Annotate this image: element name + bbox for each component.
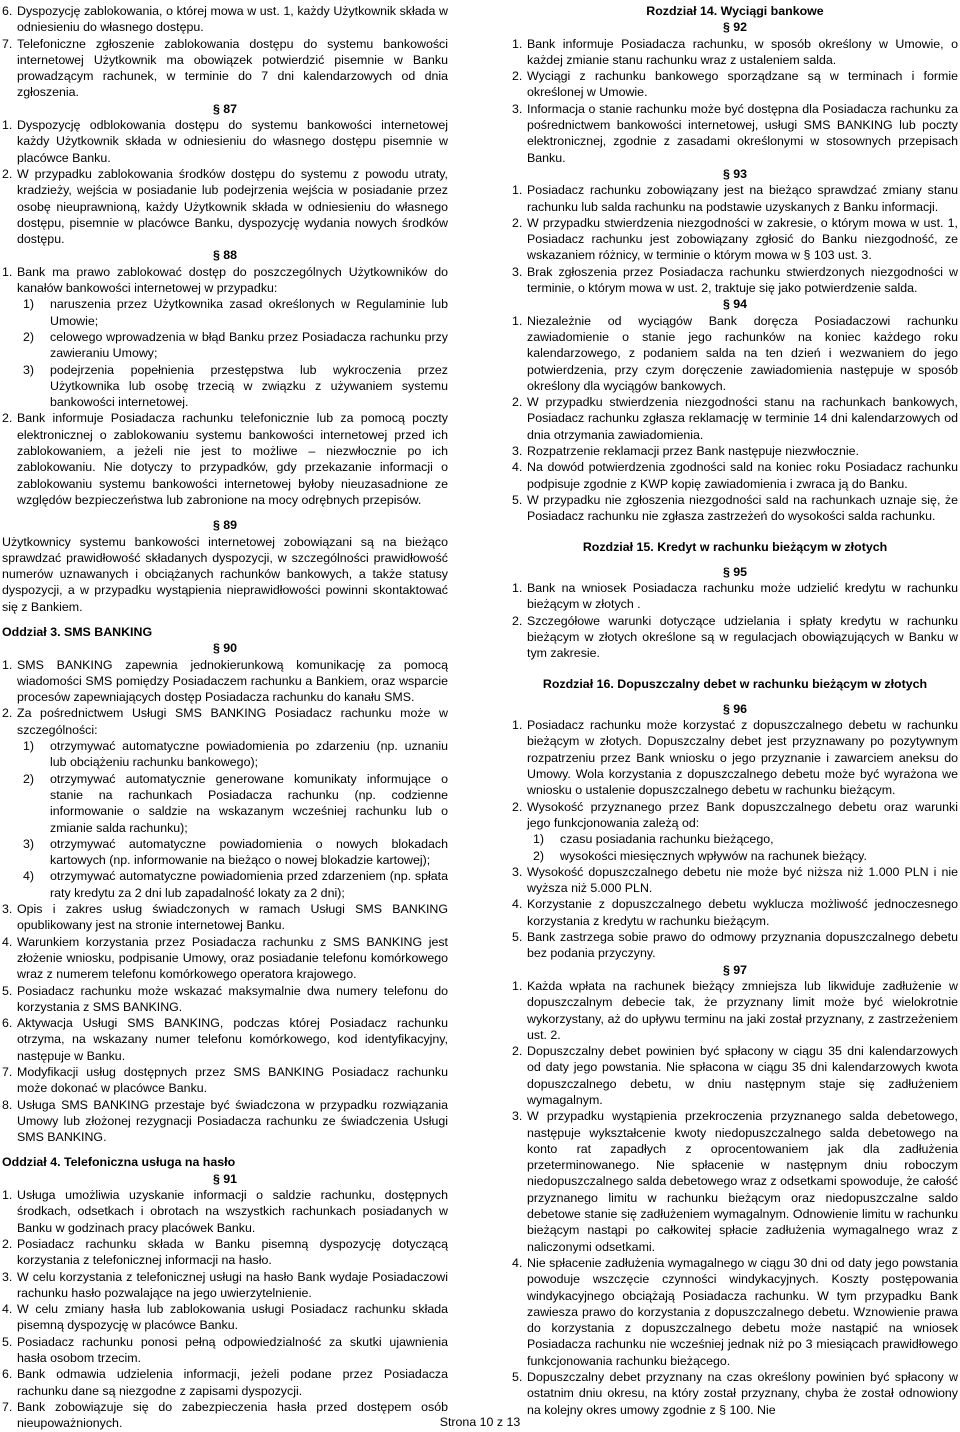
item-text: Bank zobowiązuje się do zabezpieczenia hasła przed dostępem osób nieupoważnionych.: [17, 1399, 448, 1431]
item-number: 2): [23, 771, 35, 786]
item-number: 2.: [512, 215, 523, 230]
list-item: [512, 1369, 958, 1418]
item-number: 1.: [512, 978, 523, 993]
item-text: Bank informuje Posiadacza rachunku telefonicznie lub za pomocą poczty elektronicznej o zablokowaniu systemu bankowości internetowej przed ich zablokowaniem, a jeżeli nie jest to możliwe – niezwłocznie po ich zablokowaniu. Nie dotyczy to przypadków, gdy przekazanie informacji o zablokowaniu systemu bankowości internetowej byłoby nieuzasadnione ze względów bezpieczeństwa lub zabronione na mocy odrębnych przepisów.: [17, 411, 448, 507]
spacer: [2, 508, 448, 517]
item-text: podejrzenia popełnienia przestępstwa lub wykroczenia przez Użytkownika lub osobę trzecią w związku z używaniem systemu bankowości internetowej.: [50, 362, 448, 410]
item-text: Każda wpłata na rachunek bieżący zmniejsza lub likwiduje zadłużenie w dopuszczalnym debecie tak, że przyznany limit może być wielokrotnie wykorzystany, aż do upływu terminu na jaki został przyznany, z zastrzeżeniem ust. 2.: [527, 978, 958, 1042]
item-number: 3.: [2, 1269, 13, 1284]
item-text: W przypadku zablokowania środków dostępu do systemu z powodu utraty, kradzieży, wejścia w posiadanie lub podejrzenia wejścia w posiadanie przez osobę nieuprawnioną, każdy Użytkownik składa w odniesieniu do własnego dostępu, pisemnie w placówce Banku, dyspozycję wydania nowych środków dostępu.: [17, 166, 448, 247]
section-number: § 90: [212, 641, 238, 656]
list-item: [2, 1187, 448, 1236]
section-number: § 97: [722, 962, 748, 977]
list-item: [2, 264, 448, 297]
list-item: [2, 1301, 448, 1334]
right-column: [512, 3, 958, 1418]
item-text: Dopuszczalny debet powinien być spłacony w ciągu 35 dni kalendarzowych od daty jego powstania. Nie spłacona w ciągu 35 dni kalendarzowych kwota dopuszczalnego debetu, w dniu następnym staje się zadłużeniem wymagalnym.: [527, 1044, 958, 1107]
item-text: Wyciągi z rachunku bankowego sporządzane są w terminach i formie określonej w Umowie.: [527, 69, 958, 100]
item-number: 5.: [2, 1334, 13, 1349]
item-text: otrzymywać automatyczne powiadomienia po zdarzeniu (np. uznaniu lub obciążeniu rachunku bankowego);: [50, 739, 448, 770]
item-text: Modyfikacji usług dostępnych przez SMS BANKING Posiadacz rachunku może dokonać w placówce Banku.: [17, 1065, 448, 1096]
list-item: [2, 1366, 448, 1399]
item-number: 2.: [512, 395, 523, 410]
sub-list-item: [2, 771, 448, 836]
item-number: 7.: [2, 36, 13, 51]
item-number: 2.: [2, 411, 13, 426]
item-text: Niezależnie od wyciągów Bank doręcza Posiadaczowi rachunku zawiadomienie o stanie jego rachunków na koniec każdego roku kalendarzowego, z podaniem salda na ten dzień i wezwaniem do jego potwierdzenia, przy czym doręczenie zawiadomienia następuje w sposób określony dla wyciągów bankowych.: [527, 313, 958, 393]
chapter-heading: Rozdział 15. Kredyt w rachunku bieżącym w złotych: [582, 539, 888, 554]
section-number: § 93: [722, 166, 748, 181]
list-item: [512, 717, 958, 798]
list-item: [512, 1043, 958, 1108]
spacer: [2, 1145, 448, 1154]
item-number: 1.: [512, 718, 523, 733]
item-text: Opis i zakres usług świadczonych w ramach Usługi SMS BANKING opublikowany jest na stronie internetowej Banku.: [17, 902, 448, 933]
section-number: § 92: [722, 20, 748, 35]
section-number: § 94: [722, 297, 748, 312]
list-item: [512, 443, 958, 459]
item-text: W przypadku stwierdzenia niezgodności stanu na rachunkach bankowych, Posiadacz rachunku zgłasza reklamację w terminie 14 dni kalendarzowych od dnia otrzymania zawiadomienia.: [527, 395, 958, 442]
list-item: [512, 182, 958, 215]
item-number: 5.: [512, 930, 523, 945]
list-item: [2, 1334, 448, 1367]
list-item: [512, 896, 958, 929]
item-number: 2): [533, 848, 545, 863]
sub-list-item: [2, 329, 448, 362]
item-text: Bank informuje Posiadacza rachunku, w sposób określony w Umowie, o każdej zmianie stanu rachunku wraz z ustaleniem salda.: [527, 36, 958, 67]
list-item: [512, 313, 958, 394]
item-text: Dyspozycję odblokowania dostępu do systemu bankowości internetowej każdy Użytkownik składa w odniesieniu do własnego dostępu pisemnie w placówce Banku.: [17, 118, 448, 165]
item-number: 2.: [2, 166, 13, 181]
item-number: 4.: [512, 1255, 523, 1270]
sub-list-item: [512, 848, 958, 864]
item-number: 4.: [2, 1302, 13, 1317]
item-number: 3.: [512, 101, 523, 116]
list-item: [2, 1269, 448, 1302]
sub-list-item: [2, 868, 448, 901]
chapter-heading: Rozdział 14. Wyciągi bankowe: [646, 4, 824, 18]
item-number: 1): [533, 832, 545, 847]
item-number: 2): [23, 329, 35, 344]
item-number: 4): [23, 869, 35, 884]
list-item: [512, 264, 958, 297]
list-item: [512, 215, 958, 264]
item-text: Posiadacz rachunku zobowiązany jest na bieżąco sprawdzać zmiany stanu rachunku lub salda rachunku na podstawie uzyskanych z Banku informacji.: [527, 183, 958, 214]
item-text: Informacja o stanie rachunku może być dostępna dla Posiadacza rachunku za pośrednictwem bankowości internetowej, usługi SMS BANKING lub poczty elektronicznej, zgodnie z zasadami określonymi w stosownych przepisach Banku.: [527, 101, 958, 165]
item-text: Bank zastrzega sobie prawo do odmowy przyznania dopuszczalnego debetu bez podania przyczyny.: [527, 930, 958, 961]
item-number: 3.: [512, 264, 523, 279]
item-text: Usługa SMS BANKING przestaje być świadczona w przypadku rozwiązania Umowy lub złożonej rezygnacji Posiadacza rachunku ze świadczenia Usługi SMS BANKING.: [17, 1097, 448, 1145]
item-text: Na dowód potwierdzenia zgodności sald na koniec roku Posiadacz rachunku podpisuje zgodnie z KWP kopię zawiadomienia i zwraca ją do Banku.: [527, 460, 958, 491]
item-number: 3.: [512, 1109, 523, 1124]
section-number: § 89: [212, 518, 238, 533]
list-item: [2, 1015, 448, 1064]
item-text: Dyspozycję zablokowania, o której mowa w ust. 1, każdy Użytkownik składa w odniesieniu do własnego dostępu.: [17, 4, 448, 35]
section-number: § 91: [212, 1171, 238, 1186]
item-number: 6.: [2, 1016, 13, 1031]
item-text: Warunkiem korzystania przez Posiadacza rachunku z SMS BANKING jest złożenie wniosku, podpisanie Umowy, oraz posiadanie telefonu komórkowego wraz z numerem telefonu komórkowego operatora krajowego.: [17, 934, 448, 982]
item-text: W przypadku nie zgłoszenia niezgodności sald na rachunkach uznaje się, że Posiadacz rachunku nie zgłasza zastrzeżeń do wysokości salda rachunku.: [527, 492, 958, 524]
spacer: [2, 615, 448, 624]
item-number: 7.: [2, 1399, 13, 1414]
item-number: 7.: [2, 1065, 13, 1079]
list-item: [2, 1236, 448, 1269]
paragraph: Użytkownicy systemu bankowości internetowej zobowiązani są na bieżąco sprawdzać prawidłowość składanych dyspozycji, w szczególności prawidłowość numerów uznawanych i obciążanych rachunków bankowych, a także statusy dyspozycji, a w przypadku wystąpienia nieprawidłowości powinni skontaktować się z Bankiem.: [2, 534, 448, 614]
item-text: Bank ma prawo zablokować dostęp do poszczególnych Użytkowników do kanałów bankowości internetowej w przypadku:: [17, 264, 448, 296]
item-text: SMS BANKING zapewnia jednokierunkową komunikację za pomocą wiadomości SMS pomiędzy Posiadaczem rachunku a Bankiem, oraz wsparcie procesów zapewniających dostęp Posiadacza rachunku do kanału SMS.: [17, 657, 448, 705]
item-text: otrzymywać automatycznie generowane komunikaty informujące o stanie na rachunkach Posiadacza rachunku (np. codzienne informowanie o saldzie na wskazanym wcześniej rachunku lub o zmianie salda rachunku);: [50, 771, 448, 835]
item-text: Wysokość przyznanego przez Bank dopuszczalnego debetu oraz warunki jego funkcjonowania zależą od:: [527, 799, 958, 830]
item-text: Brak zgłoszenia przez Posiadacza rachunku stwierdzonych niezgodności w terminie, o którym mowa w ust. 2, traktuje się jako potwierdzenie salda.: [527, 264, 958, 296]
item-text: wysokości miesięcznych wpływów na rachunek bieżący.: [560, 848, 867, 863]
list-item: [2, 657, 448, 706]
item-number: 1.: [2, 118, 13, 133]
item-number: 2.: [2, 706, 13, 721]
section-number: § 88: [212, 248, 238, 263]
spacer: [512, 555, 958, 564]
item-text: otrzymywać automatyczne powiadomienia przed zdarzeniem (np. spłata raty kredytu za 2 dni lub zapadalność lokaty za 2 dni);: [50, 869, 448, 900]
item-number: 3.: [2, 902, 13, 917]
sub-list-item: [512, 831, 958, 847]
list-item: [2, 36, 448, 101]
item-text: Posiadacz rachunku może korzystać z dopuszczalnego debetu w rachunku bieżącym w złotych. Dopuszczalny debet jest przyznawany po pozytywnym rozpatrzeniu przez Bank wniosku o jego przyznanie i zawarciem aneksu do Umowy. Wola korzystania z dopuszczalnego debetu może być wyrażona we wniosku o ustalenie dopuszczalnego debetu w rachunku bieżącym.: [527, 718, 958, 798]
item-number: 2.: [512, 799, 523, 814]
list-item: [512, 459, 958, 492]
item-text: Posiadacz rachunku ponosi pełną odpowiedzialność za skutki ujawnienia hasła osobom trzecim.: [17, 1334, 448, 1366]
sub-list-item: [2, 362, 448, 411]
list-item: [512, 68, 958, 101]
item-text: W przypadku stwierdzenia niezgodności w zakresie, o którym mowa w ust. 1, Posiadacz rachunku jest zobowiązany zgłosić do Banku niezgodność, ze wskazaniem różnicy, w terminie o którym mowa w § 103 ust. 3.: [527, 215, 958, 263]
item-number: 1.: [2, 657, 13, 672]
item-number: 1): [23, 739, 35, 754]
item-text: W przypadku wystąpienia przekroczenia przyznanego salda debetowego, następuje wykształcenie kwoty niedopuszczalnego salda debetowego na konto rat zapadłych z oprocentowaniem jak dla zadłużenia przeterminowanego. Nie spłacenie w następnym dniu roboczym niedopuszczalnego salda debetowego wraz z odsetkami spowoduje, że całość przyznanego limitu w rachunku bieżącym oraz niedopuszczalne saldo debetowe stanie się zadłużeniem wymagalnym. Odnowienie limitu w rachunku bieżącym nastąpi po całkowitej spłacie zadłużenia wymagalnego wraz z naliczonymi odsetkami.: [527, 1109, 958, 1254]
section-number: § 95: [722, 564, 748, 579]
list-item: [512, 580, 958, 613]
list-item: [512, 613, 958, 662]
spacer: [512, 662, 958, 676]
list-item: [2, 166, 448, 247]
item-number: 6.: [2, 4, 13, 18]
item-number: 5.: [2, 983, 13, 998]
item-text: celowego wprowadzenia w błąd Banku przez Posiadacza rachunku przy zawieraniu Umowy;: [50, 329, 448, 361]
item-text: Posiadacz rachunku może wskazać maksymalnie dwa numery telefonu do korzystania z SMS BANKING.: [17, 983, 448, 1014]
list-item: [2, 1064, 448, 1097]
item-number: 1.: [512, 183, 523, 198]
item-number: 4.: [2, 934, 13, 949]
list-item: [2, 1097, 448, 1146]
item-number: 1): [23, 297, 35, 312]
item-number: 2.: [512, 1044, 523, 1059]
item-text: Bank odmawia udzielenia informacji, jeżeli podane przez Posiadacza rachunku dane są niezgodne z zapisami dyspozycji.: [17, 1367, 448, 1398]
item-number: 4.: [512, 460, 523, 475]
item-number: 2.: [512, 69, 523, 84]
sub-list-item: [2, 836, 448, 869]
section-heading: Oddział 4. Telefoniczna usługa na hasło: [2, 1155, 236, 1170]
item-text: Dopuszczalny debet przyznany na czas określony powinien być spłacony w ostatnim dniu okresu, na który został przyznany, chyba że został odnowiony na kolejny okres umowy zgodnie z § 100. Nie: [527, 1370, 958, 1417]
spacer: [512, 525, 958, 539]
item-number: 5.: [512, 492, 523, 507]
item-number: 1.: [512, 36, 523, 51]
list-item: [2, 705, 448, 738]
item-number: 4.: [512, 897, 523, 912]
item-text: Rozpatrzenie reklamacji przez Bank następuje niezwłocznie.: [527, 444, 859, 459]
list-item: [2, 934, 448, 983]
list-item: [2, 901, 448, 934]
item-number: 5.: [512, 1370, 523, 1385]
item-text: Posiadacz rachunku składa w Banku pisemną dyspozycję dotyczącą korzystania z telefonicznej informacji na hasło.: [17, 1236, 448, 1268]
page-footer: Strona 10 z 13: [439, 1415, 521, 1429]
list-item: [2, 983, 448, 1016]
item-text: naruszenia przez Użytkownika zasad określonych w Regulaminie lub Umowie;: [50, 297, 448, 328]
item-number: 1.: [2, 1188, 13, 1203]
list-item: [512, 36, 958, 69]
list-item: [512, 492, 958, 525]
item-number: 3.: [512, 444, 523, 459]
list-item: [512, 1255, 958, 1369]
item-text: W celu korzystania z telefonicznej usługi na hasło Bank wydaje Posiadaczowi rachunku hasło pozwalające na jego uwierzytelnienie.: [17, 1269, 448, 1300]
sub-list-item: [2, 296, 448, 329]
item-text: Wysokość dopuszczalnego debetu nie może być niższa niż 1.000 PLN i nie wyższa niż 5.000 PLN.: [527, 864, 958, 896]
item-number: 2.: [512, 613, 523, 628]
list-item: [512, 394, 958, 443]
item-number: 3): [23, 836, 35, 851]
chapter-heading: Rozdział 16. Dopuszczalny debet w rachunku bieżącym w złotych: [542, 676, 928, 691]
list-item: [2, 117, 448, 166]
item-text: Korzystanie z dopuszczalnego debetu wyklucza możliwość jednoczesnego korzystania z kredytu w rachunku bieżącym.: [527, 897, 958, 928]
item-text: czasu posiadania rachunku bieżącego,: [560, 832, 774, 847]
item-text: Aktywacja Usługi SMS BANKING, podczas której Posiadacz rachunku otrzyma, na wskazany numer telefonu komórkowego, kod identyfikacyjny, następuje w Banku.: [17, 1016, 448, 1063]
list-item: [512, 864, 958, 897]
list-item: [512, 799, 958, 832]
section-number: § 87: [212, 101, 238, 116]
item-number: 3.: [512, 864, 523, 879]
item-number: 6.: [2, 1367, 13, 1382]
item-text: Telefoniczne zgłoszenie zablokowania dostępu do systemu bankowości internetowej Użytkownik ma obowiązek potwierdzić pisemnie w Banku prowadzącym rachunek, w terminie do 7 dni kalendarzowych od dnia zgłoszenia.: [17, 36, 448, 100]
item-text: Nie spłacenie zadłużenia wymagalnego w ciągu 30 dni od daty jego powstania powoduje wszczęcie czynności windykacyjnych. Koszty postępowania windykacyjnego obciążają Posiadacza rachunku. W tym przypadku Bank zawiesza prawo do korzystania z dopuszczalnego debetu. Wznowienie prawa do korzystania z dopuszczalnego debetu może nastąpić na wniosek Posiadacza rachunku nie wcześniej jednak niż po 3 miesiącach prawidłowego funkcjonowania rachunku bieżącego.: [527, 1255, 958, 1368]
item-text: Bank na wniosek Posiadacza rachunku może udzielić kredytu w rachunku bieżącym w złotych .: [527, 581, 958, 612]
list-item: [2, 410, 448, 508]
section-heading: Oddział 3. SMS BANKING: [2, 624, 153, 639]
list-item: [512, 1108, 958, 1255]
sub-list-item: [2, 738, 448, 771]
list-item: [512, 101, 958, 166]
item-text: W celu zmiany hasła lub zablokowania usługi Posiadacz rachunku składa pisemną dyspozycję w placówce Banku.: [17, 1302, 448, 1333]
item-text: Za pośrednictwem Usługi SMS BANKING Posiadacz rachunku może w szczególności:: [17, 706, 448, 737]
list-item: [512, 929, 958, 962]
item-text: otrzymywać automatyczne powiadomienia o nowych blokadach kartowych (np. informowanie na bieżąco o nowej blokadzie kartowej);: [50, 836, 448, 868]
spacer: [512, 692, 958, 701]
item-number: 1.: [512, 313, 523, 328]
list-item: [512, 978, 958, 1043]
list-item: [2, 3, 448, 36]
item-number: 1.: [512, 581, 523, 596]
item-text: Szczegółowe warunki dotyczące udzielania i spłaty kredytu w rachunku bieżącym w złotych określone są w regulacjach obowiązujących w Banku w tym zakresie.: [527, 613, 958, 661]
left-column: [2, 3, 448, 1432]
item-number: 2.: [2, 1236, 13, 1251]
item-number: 3): [23, 362, 35, 377]
item-number: 8.: [2, 1097, 13, 1112]
section-number: § 96: [722, 701, 748, 716]
item-text: Usługa umożliwia uzyskanie informacji o saldzie rachunku, dostępnych środkach, odsetkach i obrotach na wszystkich rachunkach posiadanych w Banku w godzinach pracy placówek Banku.: [17, 1188, 448, 1235]
item-number: 1.: [2, 264, 13, 279]
